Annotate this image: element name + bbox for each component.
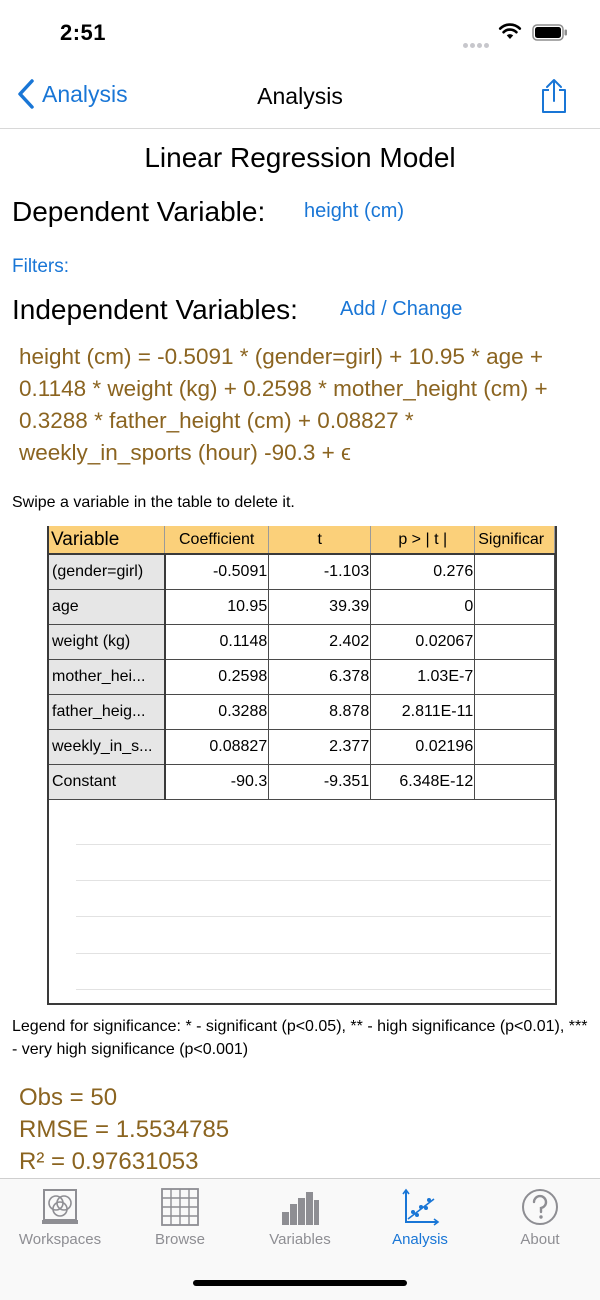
- coefficient-cell: -0.5091: [165, 554, 269, 590]
- coefficient-cell: 0.2598: [165, 660, 269, 695]
- tab-label: About: [520, 1231, 560, 1248]
- column-header-significance: Significar: [475, 526, 555, 554]
- p-value-cell: 2.811E-11: [371, 695, 475, 730]
- status-time: 2:51: [60, 20, 107, 45]
- t-cell: 39.39: [269, 590, 371, 625]
- coefficient-cell: 0.3288: [165, 695, 269, 730]
- coefficient-cell: -90.3: [165, 765, 269, 800]
- table-row[interactable]: [49, 765, 555, 800]
- significance-cell: [475, 660, 555, 695]
- p-value-cell: 0.02067: [371, 625, 475, 660]
- variable-cell: (gender=girl): [49, 554, 165, 590]
- navigation-bar: [0, 64, 600, 129]
- tab-variables[interactable]: [240, 1179, 360, 1259]
- grid-icon: [160, 1188, 200, 1226]
- r-squared-stat: R² = 0.97631053: [19, 1148, 199, 1175]
- significance-cell: [475, 554, 555, 590]
- tab-about[interactable]: [480, 1179, 600, 1259]
- workspaces-icon: [40, 1188, 80, 1226]
- tab-label: Browse: [154, 1231, 206, 1248]
- tab-browse[interactable]: [120, 1179, 240, 1259]
- tab-label: Variables: [269, 1231, 331, 1248]
- bar-chart-icon: [280, 1188, 320, 1226]
- column-header-coefficient: Coefficient: [165, 526, 269, 554]
- coefficient-cell: 0.08827: [165, 730, 269, 765]
- cellular-signal-icon: [463, 35, 491, 53]
- column-header-t: t: [269, 526, 371, 554]
- table-row[interactable]: [49, 660, 555, 695]
- significance-cell: [475, 590, 555, 625]
- column-header-p-value: p > | t |: [371, 526, 475, 554]
- variable-cell: father_heig...: [49, 695, 165, 730]
- table-row[interactable]: [49, 730, 555, 765]
- filters-link[interactable]: Filters:: [12, 256, 69, 277]
- battery-icon: [532, 24, 568, 41]
- nav-title: Analysis: [257, 83, 343, 109]
- variable-cell: mother_hei...: [49, 660, 165, 695]
- significance-cell: [475, 730, 555, 765]
- table-row[interactable]: [49, 625, 555, 660]
- independent-variables-label: Independent Variables:: [12, 294, 298, 325]
- t-cell: 2.377: [269, 730, 371, 765]
- back-button-label: Analysis: [42, 80, 128, 107]
- empty-row-separator: [76, 916, 551, 917]
- t-cell: -9.351: [269, 765, 371, 800]
- tab-workspaces[interactable]: [0, 1179, 120, 1259]
- significance-cell: [475, 765, 555, 800]
- table-row[interactable]: [49, 695, 555, 730]
- p-value-cell: 1.03E-7: [371, 660, 475, 695]
- p-value-cell: 0.276: [371, 554, 475, 590]
- t-cell: -1.103: [269, 554, 371, 590]
- obs-stat: Obs = 50: [19, 1084, 118, 1111]
- empty-row-separator: [76, 989, 551, 990]
- table-header-row: [49, 526, 555, 554]
- coefficients-table[interactable]: [47, 526, 557, 1005]
- question-icon: [520, 1188, 560, 1226]
- add-change-link[interactable]: Add / Change: [340, 298, 463, 320]
- empty-row-separator: [76, 844, 551, 845]
- tab-analysis[interactable]: [360, 1179, 480, 1259]
- variable-cell: weight (kg): [49, 625, 165, 660]
- empty-row-separator: [76, 953, 551, 954]
- t-cell: 8.878: [269, 695, 371, 730]
- variable-cell: weekly_in_s...: [49, 730, 165, 765]
- p-value-cell: 0.02196: [371, 730, 475, 765]
- model-stats: [19, 1082, 229, 1178]
- regression-equation: height (cm) = -0.5091 * (gender=girl) + 10.95 * age + 0.1148 * weight (kg) + 0.2598 * mother_height (cm) + 0.3288 * father_height (cm) + 0.08827 * weekly_in_sports (hour) -90.3 + ϵ: [19, 344, 548, 465]
- table-row[interactable]: [49, 554, 555, 590]
- rmse-stat: RMSE = 1.5534785: [19, 1116, 230, 1143]
- scatter-plot-icon: [400, 1188, 440, 1226]
- page-title: Linear Regression Model: [144, 142, 456, 173]
- tab-label: Workspaces: [18, 1231, 102, 1248]
- p-value-cell: 0: [371, 590, 475, 625]
- t-cell: 2.402: [269, 625, 371, 660]
- column-header-variable: Variable: [49, 526, 165, 554]
- coefficient-cell: 10.95: [165, 590, 269, 625]
- swipe-hint: Swipe a variable in the table to delete it.: [12, 494, 295, 511]
- share-icon[interactable]: [539, 78, 569, 114]
- significance-cell: [475, 625, 555, 660]
- variable-cell: age: [49, 590, 165, 625]
- variable-cell: Constant: [49, 765, 165, 800]
- wifi-icon: [498, 22, 522, 40]
- table-row[interactable]: [49, 590, 555, 625]
- t-cell: 6.378: [269, 660, 371, 695]
- tab-label: Analysis: [392, 1231, 448, 1248]
- home-indicator: [193, 1280, 407, 1286]
- p-value-cell: 6.348E-12: [371, 765, 475, 800]
- status-bar: [0, 0, 600, 64]
- significance-legend: Legend for significance: * - significant (p<0.05), ** - high significance (p<0.01), *** - very high significance (p<0.001): [12, 1018, 588, 1058]
- significance-cell: [475, 695, 555, 730]
- dependent-variable-link[interactable]: height (cm): [304, 200, 405, 222]
- empty-row-separator: [76, 880, 551, 881]
- coefficient-cell: 0.1148: [165, 625, 269, 660]
- dependent-variable-label: Dependent Variable:: [12, 196, 266, 227]
